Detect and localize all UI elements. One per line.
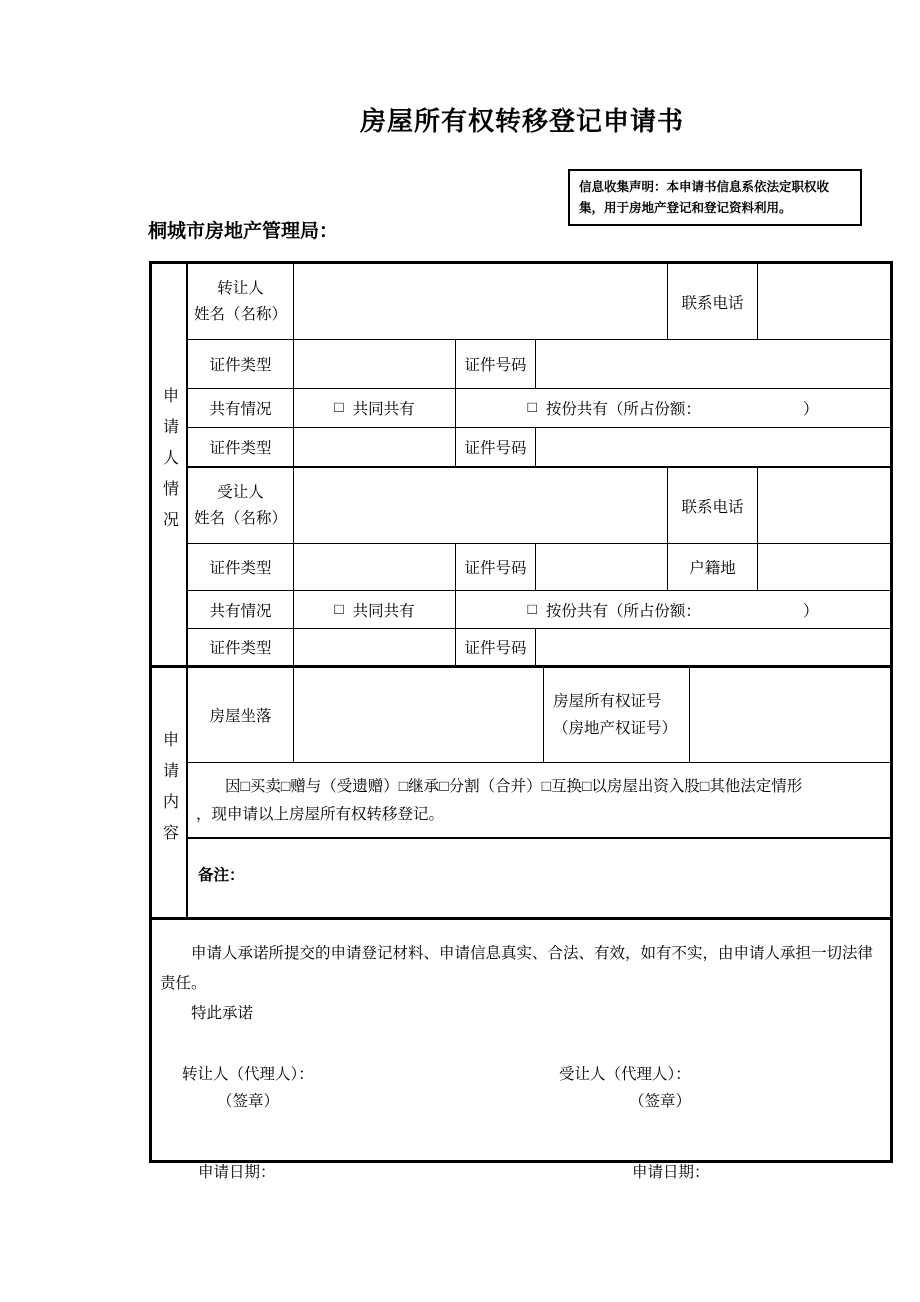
transferee-id-type2-field[interactable] — [294, 629, 456, 665]
transferee-joint-cell — [294, 591, 456, 628]
transferee-sign-label: 受让人（代理人）： — [559, 1066, 691, 1083]
declaration-section — [152, 920, 890, 1181]
promise-closing: 特此承诺 — [191, 1005, 254, 1022]
transferor-name-row — [188, 264, 890, 340]
transferor-signature-block — [160, 1061, 521, 1115]
applicant-section-side-cell — [152, 264, 188, 665]
reason-option-other: 其他法定情形 — [709, 778, 803, 795]
transferee-share-cell — [456, 591, 890, 628]
transferee-coownership-label: 共有情况 — [188, 591, 294, 628]
house-location-label: 房屋坐落 — [188, 668, 294, 762]
transferee-residence-field[interactable] — [758, 544, 890, 590]
transferor-date-label: 申请日期： — [198, 1164, 276, 1181]
reason-checkbox-division[interactable]: □ — [439, 778, 449, 795]
transferor-coownership-row — [188, 389, 890, 428]
reason-prefix: 因 — [225, 778, 241, 795]
transferor-phone-field[interactable] — [758, 264, 890, 339]
transferee-coownership-row — [188, 591, 890, 629]
transferee-id-type-field[interactable] — [294, 544, 456, 590]
addressee-line: 桐城市房地产管理局： — [148, 221, 339, 242]
transferor-id-type-label: 证件类型 — [188, 340, 294, 388]
transferor-name-field[interactable] — [294, 264, 668, 339]
transfer-reason-row — [188, 763, 890, 839]
info-collection-notice: 信息收集声明：本申请书信息系依法定职权收集，用于房地产登记和登记资料利用。 — [568, 169, 862, 226]
reason-checkbox-exchange[interactable]: □ — [541, 778, 551, 795]
transferor-phone-label: 联系电话 — [668, 264, 758, 339]
transferee-id-type-label: 证件类型 — [188, 544, 294, 590]
transferor-id-row-2 — [188, 428, 890, 468]
application-form-table — [149, 261, 893, 1181]
transferee-id-number-field[interactable] — [536, 544, 668, 590]
reason-option-gift: 赠与（受遗赠） — [290, 778, 399, 795]
transferor-sign-label: 转让人（代理人）： — [182, 1066, 314, 1083]
document-title: 房屋所有权转移登记申请书 — [359, 107, 684, 136]
reason-option-inheritance: 继承 — [408, 778, 440, 795]
reason-checkbox-sale[interactable]: □ — [240, 778, 250, 795]
reason-option-investment: 以房屋出资入股 — [591, 778, 700, 795]
reason-checkbox-other[interactable]: □ — [699, 778, 710, 795]
transferee-id-type2-label: 证件类型 — [188, 629, 294, 665]
reason-checkbox-gift[interactable]: □ — [280, 778, 291, 795]
transfer-reason-line2: ，现申请以上房屋所有权转移登记。 — [196, 806, 445, 823]
ownership-cert-label: 房屋所有权证号 （房地产权证号） — [544, 668, 690, 762]
transferor-joint-checkbox[interactable]: □ — [334, 399, 344, 416]
remark-label: 备注： — [198, 867, 245, 884]
transferor-id-type2-field[interactable] — [294, 428, 456, 466]
transferor-coownership-label: 共有情况 — [188, 389, 294, 427]
transferee-name-field[interactable] — [294, 468, 668, 543]
reason-checkbox-inheritance[interactable]: □ — [398, 778, 409, 795]
transferee-name-row — [188, 468, 890, 544]
reason-checkbox-investment[interactable]: □ — [581, 778, 592, 795]
transferor-id-number-field[interactable] — [536, 340, 890, 388]
transferee-signature-block — [521, 1061, 882, 1115]
transferee-joint-checkbox[interactable]: □ — [334, 600, 344, 618]
promise-paragraph: 申请人承诺所提交的申请登记材料、申请信息真实、合法、有效，如有不实，由申请人承担一切法律责任。 — [160, 945, 874, 992]
transferor-share-label-close: ） — [802, 401, 819, 418]
transferee-id-row-2 — [188, 629, 890, 665]
transferor-seal-label: （签章） — [217, 1093, 280, 1110]
transferee-seal-label: （签章） — [629, 1093, 692, 1110]
transferee-id-number2-field[interactable] — [536, 629, 890, 665]
transfer-reason-cell — [188, 763, 890, 837]
transferor-share-checkbox[interactable]: □ — [527, 399, 537, 416]
applicant-section-label: 申请人情况 — [160, 387, 178, 542]
transferor-id-number2-field[interactable] — [536, 428, 890, 466]
transferee-share-label-close: ） — [802, 602, 819, 620]
transferee-id-number2-label: 证件号码 — [456, 629, 536, 665]
transferee-phone-field[interactable] — [758, 468, 890, 543]
remark-row — [188, 839, 890, 917]
transferor-id-type-field[interactable] — [294, 340, 456, 388]
ownership-cert-field[interactable] — [690, 668, 890, 762]
reason-option-division: 分割（合并） — [448, 778, 542, 795]
transferee-date-label: 申请日期： — [632, 1164, 710, 1181]
transferor-share-label: 按份共有（所占份额： — [545, 401, 701, 418]
transferor-share-cell — [456, 389, 890, 427]
reason-option-sale: 买卖 — [249, 778, 281, 795]
house-location-field[interactable] — [294, 668, 544, 762]
applicant-section — [152, 264, 890, 668]
transferee-share-label: 按份共有（所占份额： — [545, 602, 701, 620]
transferor-id-number-label: 证件号码 — [456, 340, 536, 388]
transferor-name-label: 转让人 姓名（名称） — [188, 264, 294, 339]
house-location-row — [188, 668, 890, 763]
transferee-joint-label: 共同共有 — [352, 602, 415, 620]
transferor-id-row-1 — [188, 340, 890, 389]
transferee-residence-label: 户籍地 — [668, 544, 758, 590]
transferee-id-number-label: 证件号码 — [456, 544, 536, 590]
signature-row — [160, 1061, 882, 1115]
reason-option-exchange: 互换 — [550, 778, 582, 795]
transferee-id-row-1 — [188, 544, 890, 591]
content-section-side-cell — [152, 668, 188, 917]
transferor-id-number2-label: 证件号码 — [456, 428, 536, 466]
transferee-name-label: 受让人 姓名（名称） — [188, 468, 294, 543]
transfer-reason-line1 — [196, 773, 878, 801]
transferee-share-checkbox[interactable]: □ — [527, 600, 537, 618]
transferee-phone-label: 联系电话 — [668, 468, 758, 543]
transferor-joint-cell — [294, 389, 456, 427]
transferor-joint-label: 共同共有 — [352, 401, 415, 418]
content-section — [152, 668, 890, 920]
content-section-label: 申请内容 — [160, 730, 178, 855]
date-row — [160, 1158, 882, 1188]
transferor-id-type2-label: 证件类型 — [188, 428, 294, 466]
